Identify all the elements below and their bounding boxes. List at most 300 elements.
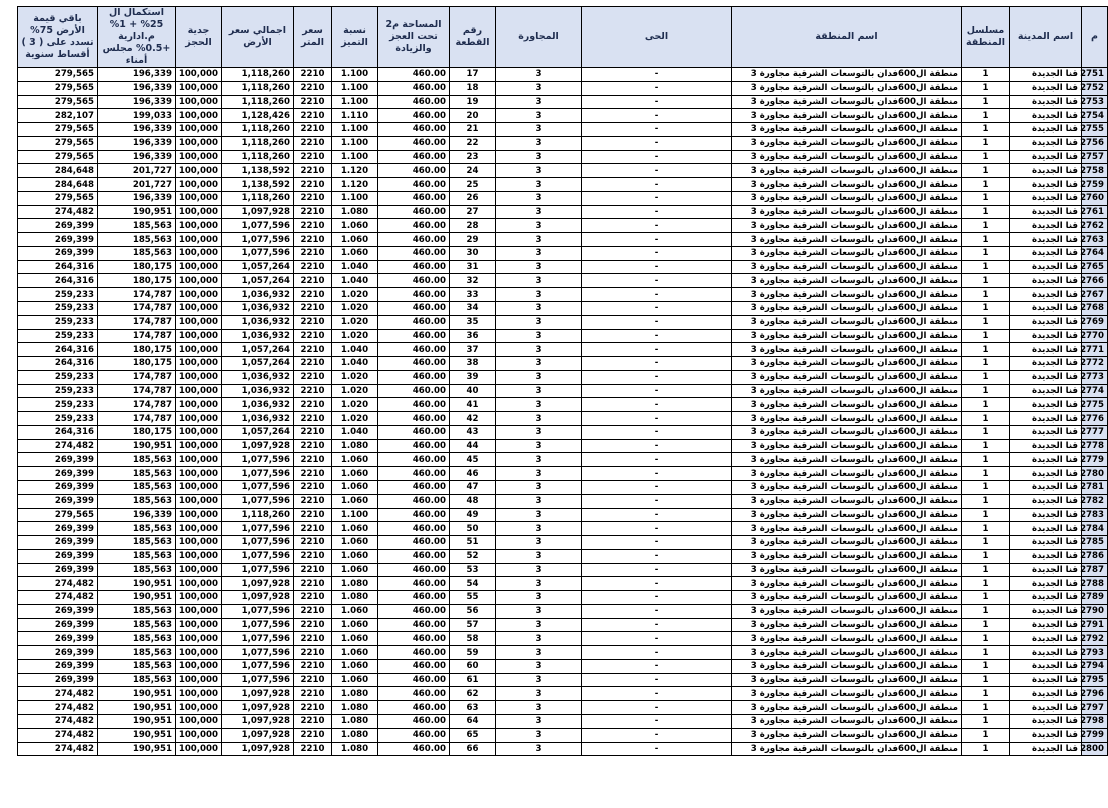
cell-remaining-value: 259,233 [18,370,98,384]
cell-completion-payment: 174,787 [98,412,176,426]
table-row [18,577,1108,591]
cell-index: 2765 [1082,260,1108,274]
cell-index: 2773 [1082,370,1108,384]
cell-total-price: 1,118,260 [222,191,294,205]
cell-area-serial: 1 [962,508,1010,522]
cell-district: - [582,604,732,618]
cell-index: 2785 [1082,536,1108,550]
cell-premium-ratio: 1.020 [332,412,378,426]
cell-area-serial: 1 [962,370,1010,384]
cell-remaining-value: 274,482 [18,205,98,219]
table-row [18,632,1108,646]
cell-completion-payment: 174,787 [98,315,176,329]
cell-remaining-value: 259,233 [18,412,98,426]
cell-index: 2767 [1082,288,1108,302]
cell-city: قنا الجديدة [1010,549,1082,563]
cell-completion-payment: 196,339 [98,81,176,95]
cell-meter-price: 2210 [294,95,332,109]
cell-booking-deposit: 100,000 [176,357,222,371]
table-row [18,549,1108,563]
cell-area-name: منطقة ال600فدان بالتوسعات الشرقية مجاورة 3 [732,343,962,357]
cell-completion-payment: 190,951 [98,687,176,701]
cell-neighborhood: 3 [496,632,582,646]
table-row [18,618,1108,632]
cell-city: قنا الجديدة [1010,136,1082,150]
cell-total-price: 1,118,260 [222,123,294,137]
cell-plot-number: 47 [450,480,496,494]
cell-premium-ratio: 1.060 [332,467,378,481]
cell-booking-deposit: 100,000 [176,591,222,605]
cell-remaining-value: 259,233 [18,315,98,329]
cell-premium-ratio: 1.100 [332,136,378,150]
cell-city: قنا الجديدة [1010,288,1082,302]
cell-city: قنا الجديدة [1010,81,1082,95]
cell-city: قنا الجديدة [1010,343,1082,357]
table-row [18,439,1108,453]
cell-neighborhood: 3 [496,742,582,756]
cell-booking-deposit: 100,000 [176,536,222,550]
table-row [18,191,1108,205]
table-row [18,219,1108,233]
cell-area-serial: 1 [962,150,1010,164]
cell-total-price: 1,077,596 [222,632,294,646]
cell-area-serial: 1 [962,453,1010,467]
cell-neighborhood: 3 [496,398,582,412]
cell-area-serial: 1 [962,81,1010,95]
cell-completion-payment: 185,563 [98,618,176,632]
cell-area-serial: 1 [962,205,1010,219]
cell-plot-number: 27 [450,205,496,219]
cell-remaining-value: 269,399 [18,246,98,260]
cell-remaining-value: 264,316 [18,274,98,288]
cell-area-serial: 1 [962,343,1010,357]
cell-remaining-value: 274,482 [18,701,98,715]
table-row [18,233,1108,247]
cell-total-price: 1,118,260 [222,95,294,109]
cell-neighborhood: 3 [496,604,582,618]
cell-total-price: 1,077,596 [222,219,294,233]
cell-area-m2: 460.00 [378,604,450,618]
cell-total-price: 1,036,932 [222,329,294,343]
cell-plot-number: 28 [450,219,496,233]
cell-meter-price: 2210 [294,260,332,274]
cell-city: قنا الجديدة [1010,467,1082,481]
cell-district: - [582,109,732,123]
cell-district: - [582,480,732,494]
cell-completion-payment: 185,563 [98,494,176,508]
cell-area-m2: 460.00 [378,315,450,329]
cell-booking-deposit: 100,000 [176,274,222,288]
table-row [18,150,1108,164]
cell-city: قنا الجديدة [1010,109,1082,123]
cell-neighborhood: 3 [496,329,582,343]
cell-neighborhood: 3 [496,494,582,508]
cell-neighborhood: 3 [496,453,582,467]
cell-district: - [582,246,732,260]
cell-district: - [582,95,732,109]
cell-premium-ratio: 1.060 [332,618,378,632]
cell-remaining-value: 282,107 [18,109,98,123]
cell-area-m2: 460.00 [378,646,450,660]
table-row [18,480,1108,494]
cell-district: - [582,563,732,577]
cell-total-price: 1,138,592 [222,164,294,178]
cell-booking-deposit: 100,000 [176,370,222,384]
table-row [18,164,1108,178]
cell-area-name: منطقة ال600فدان بالتوسعات الشرقية مجاورة 3 [732,701,962,715]
cell-premium-ratio: 1.060 [332,646,378,660]
cell-index: 2782 [1082,494,1108,508]
cell-booking-deposit: 100,000 [176,95,222,109]
cell-area-name: منطقة ال600فدان بالتوسعات الشرقية مجاورة 3 [732,728,962,742]
cell-index: 2763 [1082,233,1108,247]
cell-total-price: 1,036,932 [222,384,294,398]
cell-booking-deposit: 100,000 [176,81,222,95]
table-row [18,398,1108,412]
cell-index: 2751 [1082,68,1108,82]
cell-booking-deposit: 100,000 [176,191,222,205]
cell-area-name: منطقة ال600فدان بالتوسعات الشرقية مجاورة 3 [732,439,962,453]
cell-area-name: منطقة ال600فدان بالتوسعات الشرقية مجاورة 3 [732,164,962,178]
cell-plot-number: 65 [450,728,496,742]
table-row [18,109,1108,123]
cell-total-price: 1,118,260 [222,136,294,150]
cell-completion-payment: 185,563 [98,646,176,660]
cell-plot-number: 64 [450,714,496,728]
cell-plot-number: 51 [450,536,496,550]
cell-area-name: منطقة ال600فدان بالتوسعات الشرقية مجاورة 3 [732,591,962,605]
cell-remaining-value: 274,482 [18,714,98,728]
table-row [18,81,1108,95]
cell-area-serial: 1 [962,315,1010,329]
cell-booking-deposit: 100,000 [176,687,222,701]
cell-total-price: 1,077,596 [222,673,294,687]
cell-meter-price: 2210 [294,178,332,192]
cell-district: - [582,274,732,288]
cell-area-name: منطقة ال600فدان بالتوسعات الشرقية مجاورة 3 [732,95,962,109]
cell-completion-payment: 190,951 [98,701,176,715]
cell-meter-price: 2210 [294,632,332,646]
cell-completion-payment: 185,563 [98,632,176,646]
cell-completion-payment: 174,787 [98,288,176,302]
cell-booking-deposit: 100,000 [176,494,222,508]
cell-district: - [582,315,732,329]
cell-plot-number: 60 [450,659,496,673]
col-header-booking-deposit: جدية الحجز [176,7,222,68]
cell-neighborhood: 3 [496,522,582,536]
table-row [18,714,1108,728]
cell-total-price: 1,128,426 [222,109,294,123]
table-row [18,95,1108,109]
cell-area-name: منطقة ال600فدان بالتوسعات الشرقية مجاورة 3 [732,480,962,494]
cell-remaining-value: 264,316 [18,260,98,274]
cell-index: 2772 [1082,357,1108,371]
cell-booking-deposit: 100,000 [176,632,222,646]
cell-city: قنا الجديدة [1010,357,1082,371]
cell-meter-price: 2210 [294,563,332,577]
cell-completion-payment: 190,951 [98,742,176,756]
cell-area-m2: 460.00 [378,659,450,673]
cell-remaining-value: 259,233 [18,329,98,343]
cell-area-name: منطقة ال600فدان بالتوسعات الشرقية مجاورة 3 [732,618,962,632]
cell-booking-deposit: 100,000 [176,673,222,687]
cell-area-m2: 460.00 [378,673,450,687]
cell-premium-ratio: 1.060 [332,632,378,646]
cell-plot-number: 20 [450,109,496,123]
cell-district: - [582,577,732,591]
cell-area-name: منطقة ال600فدان بالتوسعات الشرقية مجاورة 3 [732,384,962,398]
cell-area-serial: 1 [962,425,1010,439]
cell-area-m2: 460.00 [378,494,450,508]
cell-premium-ratio: 1.060 [332,494,378,508]
cell-area-name: منطقة ال600فدان بالتوسعات الشرقية مجاورة 3 [732,494,962,508]
cell-city: قنا الجديدة [1010,412,1082,426]
cell-total-price: 1,097,928 [222,687,294,701]
cell-plot-number: 56 [450,604,496,618]
cell-neighborhood: 3 [496,687,582,701]
cell-meter-price: 2210 [294,508,332,522]
cell-district: - [582,632,732,646]
cell-premium-ratio: 1.100 [332,508,378,522]
cell-premium-ratio: 1.020 [332,370,378,384]
cell-booking-deposit: 100,000 [176,136,222,150]
cell-area-serial: 1 [962,563,1010,577]
cell-area-name: منطقة ال600فدان بالتوسعات الشرقية مجاورة 3 [732,136,962,150]
cell-premium-ratio: 1.080 [332,439,378,453]
cell-meter-price: 2210 [294,618,332,632]
cell-city: قنا الجديدة [1010,233,1082,247]
cell-area-name: منطقة ال600فدان بالتوسعات الشرقية مجاورة 3 [732,302,962,316]
cell-meter-price: 2210 [294,591,332,605]
cell-district: - [582,398,732,412]
cell-plot-number: 19 [450,95,496,109]
cell-area-m2: 460.00 [378,728,450,742]
cell-plot-number: 48 [450,494,496,508]
cell-area-m2: 460.00 [378,81,450,95]
cell-premium-ratio: 1.080 [332,591,378,605]
cell-area-name: منطقة ال600فدان بالتوسعات الشرقية مجاورة 3 [732,68,962,82]
cell-area-serial: 1 [962,123,1010,137]
cell-booking-deposit: 100,000 [176,109,222,123]
cell-index: 2776 [1082,412,1108,426]
cell-area-name: منطقة ال600فدان بالتوسعات الشرقية مجاورة 3 [732,742,962,756]
cell-city: قنا الجديدة [1010,618,1082,632]
cell-total-price: 1,036,932 [222,315,294,329]
cell-plot-number: 23 [450,150,496,164]
cell-area-name: منطقة ال600فدان بالتوسعات الشرقية مجاورة 3 [732,233,962,247]
table-row [18,123,1108,137]
cell-area-m2: 460.00 [378,714,450,728]
table-row [18,357,1108,371]
cell-neighborhood: 3 [496,95,582,109]
cell-area-m2: 460.00 [378,398,450,412]
cell-area-serial: 1 [962,591,1010,605]
cell-booking-deposit: 100,000 [176,659,222,673]
cell-total-price: 1,036,932 [222,398,294,412]
cell-area-m2: 460.00 [378,178,450,192]
cell-premium-ratio: 1.040 [332,274,378,288]
cell-premium-ratio: 1.020 [332,398,378,412]
cell-area-serial: 1 [962,659,1010,673]
cell-area-serial: 1 [962,164,1010,178]
cell-premium-ratio: 1.060 [332,453,378,467]
cell-booking-deposit: 100,000 [176,701,222,715]
cell-plot-number: 41 [450,398,496,412]
cell-plot-number: 44 [450,439,496,453]
table-row [18,728,1108,742]
cell-index: 2799 [1082,728,1108,742]
cell-meter-price: 2210 [294,412,332,426]
cell-meter-price: 2210 [294,150,332,164]
cell-booking-deposit: 100,000 [176,618,222,632]
cell-city: قنا الجديدة [1010,480,1082,494]
cell-index: 2753 [1082,95,1108,109]
cell-premium-ratio: 1.040 [332,425,378,439]
cell-meter-price: 2210 [294,577,332,591]
cell-booking-deposit: 100,000 [176,453,222,467]
cell-neighborhood: 3 [496,646,582,660]
cell-area-name: منطقة ال600فدان بالتوسعات الشرقية مجاورة 3 [732,425,962,439]
cell-district: - [582,728,732,742]
cell-city: قنا الجديدة [1010,95,1082,109]
cell-city: قنا الجديدة [1010,398,1082,412]
cell-meter-price: 2210 [294,164,332,178]
cell-remaining-value: 259,233 [18,384,98,398]
table-row [18,522,1108,536]
cell-index: 2755 [1082,123,1108,137]
cell-total-price: 1,057,264 [222,425,294,439]
cell-neighborhood: 3 [496,549,582,563]
cell-meter-price: 2210 [294,439,332,453]
cell-neighborhood: 3 [496,343,582,357]
cell-premium-ratio: 1.040 [332,260,378,274]
cell-meter-price: 2210 [294,659,332,673]
table-row [18,673,1108,687]
cell-index: 2774 [1082,384,1108,398]
cell-district: - [582,384,732,398]
cell-city: قنا الجديدة [1010,274,1082,288]
cell-completion-payment: 185,563 [98,233,176,247]
cell-remaining-value: 269,399 [18,549,98,563]
cell-completion-payment: 180,175 [98,260,176,274]
cell-neighborhood: 3 [496,701,582,715]
cell-area-m2: 460.00 [378,150,450,164]
cell-area-serial: 1 [962,398,1010,412]
cell-area-name: منطقة ال600فدان بالتوسعات الشرقية مجاورة 3 [732,646,962,660]
cell-area-serial: 1 [962,412,1010,426]
cell-premium-ratio: 1.020 [332,302,378,316]
cell-area-serial: 1 [962,494,1010,508]
cell-remaining-value: 264,316 [18,343,98,357]
cell-area-m2: 460.00 [378,123,450,137]
cell-booking-deposit: 100,000 [176,343,222,357]
cell-area-serial: 1 [962,109,1010,123]
cell-city: قنا الجديدة [1010,687,1082,701]
cell-remaining-value: 269,399 [18,467,98,481]
cell-index: 2771 [1082,343,1108,357]
cell-total-price: 1,118,260 [222,508,294,522]
cell-index: 2792 [1082,632,1108,646]
cell-meter-price: 2210 [294,219,332,233]
cell-completion-payment: 190,951 [98,577,176,591]
cell-area-m2: 460.00 [378,591,450,605]
cell-city: قنا الجديدة [1010,591,1082,605]
cell-meter-price: 2210 [294,398,332,412]
cell-district: - [582,412,732,426]
land-price-table [17,6,1108,756]
cell-district: - [582,288,732,302]
cell-index: 2797 [1082,701,1108,715]
cell-plot-number: 38 [450,357,496,371]
cell-area-m2: 460.00 [378,191,450,205]
cell-district: - [582,494,732,508]
cell-booking-deposit: 100,000 [176,123,222,137]
cell-completion-payment: 196,339 [98,68,176,82]
cell-completion-payment: 190,951 [98,591,176,605]
col-header-index: م [1082,7,1108,68]
cell-remaining-value: 269,399 [18,673,98,687]
cell-neighborhood: 3 [496,288,582,302]
cell-completion-payment: 201,727 [98,164,176,178]
cell-booking-deposit: 100,000 [176,742,222,756]
cell-total-price: 1,077,596 [222,453,294,467]
cell-city: قنا الجديدة [1010,673,1082,687]
cell-booking-deposit: 100,000 [176,288,222,302]
cell-remaining-value: 284,648 [18,178,98,192]
cell-booking-deposit: 100,000 [176,646,222,660]
table-row [18,425,1108,439]
cell-booking-deposit: 100,000 [176,150,222,164]
cell-area-serial: 1 [962,536,1010,550]
cell-total-price: 1,036,932 [222,302,294,316]
cell-plot-number: 31 [450,260,496,274]
cell-area-name: منطقة ال600فدان بالتوسعات الشرقية مجاورة 3 [732,150,962,164]
cell-meter-price: 2210 [294,467,332,481]
cell-city: قنا الجديدة [1010,701,1082,715]
cell-city: قنا الجديدة [1010,439,1082,453]
cell-area-name: منطقة ال600فدان بالتوسعات الشرقية مجاورة 3 [732,659,962,673]
cell-premium-ratio: 1.060 [332,604,378,618]
cell-index: 2759 [1082,178,1108,192]
cell-area-m2: 460.00 [378,412,450,426]
cell-plot-number: 22 [450,136,496,150]
cell-district: - [582,164,732,178]
cell-plot-number: 49 [450,508,496,522]
cell-area-name: منطقة ال600فدان بالتوسعات الشرقية مجاورة 3 [732,632,962,646]
cell-area-m2: 460.00 [378,260,450,274]
cell-meter-price: 2210 [294,274,332,288]
cell-district: - [582,357,732,371]
cell-total-price: 1,057,264 [222,274,294,288]
cell-booking-deposit: 100,000 [176,329,222,343]
cell-index: 2775 [1082,398,1108,412]
cell-index: 2770 [1082,329,1108,343]
cell-area-name: منطقة ال600فدان بالتوسعات الشرقية مجاورة 3 [732,329,962,343]
col-header-area-m2: المساحة م2 تحت العجز والزيادة [378,7,450,68]
cell-index: 2768 [1082,302,1108,316]
cell-index: 2787 [1082,563,1108,577]
cell-remaining-value: 274,482 [18,577,98,591]
table-row [18,453,1108,467]
col-header-plot-number: رقم القطعة [450,7,496,68]
table-row [18,274,1108,288]
cell-plot-number: 39 [450,370,496,384]
cell-area-m2: 460.00 [378,480,450,494]
cell-neighborhood: 3 [496,191,582,205]
cell-total-price: 1,077,596 [222,467,294,481]
cell-area-m2: 460.00 [378,742,450,756]
cell-neighborhood: 3 [496,577,582,591]
